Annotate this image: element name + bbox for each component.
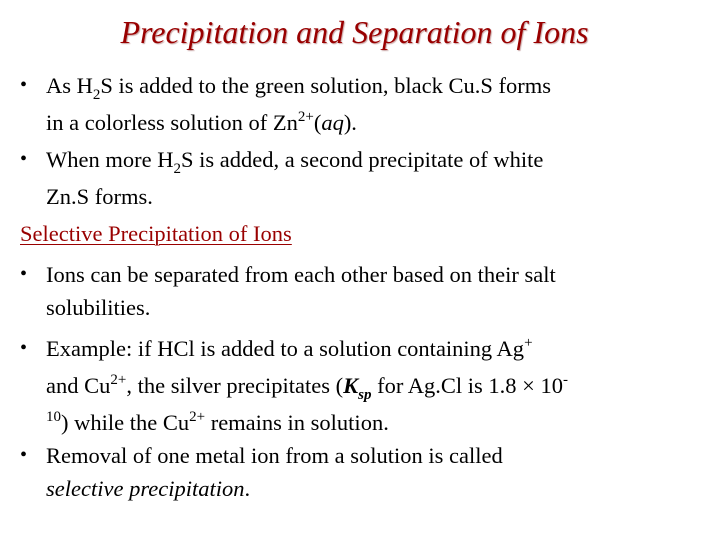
bullet-2-line-2: Zn.S forms. bbox=[46, 184, 153, 209]
bullet-1-line-2: in a colorless solution of $Zn^{2+}(aq)$. bbox=[46, 109, 357, 135]
bullet-item-1 bbox=[20, 69, 710, 143]
bullet-2-line-1: When more $H_2S$ is added, a second precipitate of white bbox=[46, 147, 544, 177]
bullet-4-line-3: $^{10}$) while the $Cu^{2+}$ remains in solution. bbox=[46, 409, 389, 435]
bullet-4-line-2: and $Cu^{2+}$, the silver precipitates ($K_{sp}$ for Ag.Cl is 1.8 × 10- bbox=[46, 372, 568, 403]
bullet-item-2 bbox=[20, 143, 710, 213]
section-heading: Selective Precipitation of Ions bbox=[20, 221, 292, 246]
bullet-dot: • bbox=[20, 148, 28, 170]
bullet-item-3 bbox=[20, 258, 710, 324]
bullet-3-line-1: Ions can be separated from each other based on their salt bbox=[46, 262, 556, 287]
bullet-dot: • bbox=[20, 263, 28, 285]
bullet-5-line-1: Removal of one metal ion from a solution is called bbox=[46, 443, 503, 468]
bullet-item-5 bbox=[20, 439, 710, 505]
bullet-dot: • bbox=[20, 337, 28, 359]
slide-title: Precipitation and Separation of Ions bbox=[120, 14, 589, 50]
bullet-item-4 bbox=[20, 332, 710, 443]
bullet-4-line-1: Example: if HCl is added to a solution containing Ag+ bbox=[46, 335, 533, 361]
bullet-3-line-2: solubilities. bbox=[46, 295, 151, 320]
bullet-dot: • bbox=[20, 74, 28, 96]
bullet-dot: • bbox=[20, 444, 28, 466]
bullet-1-line-1: As $H_2S$ is added to the green solution, black Cu.S forms bbox=[46, 73, 551, 103]
bullet-5-line-2: selective precipitation. bbox=[46, 476, 251, 501]
